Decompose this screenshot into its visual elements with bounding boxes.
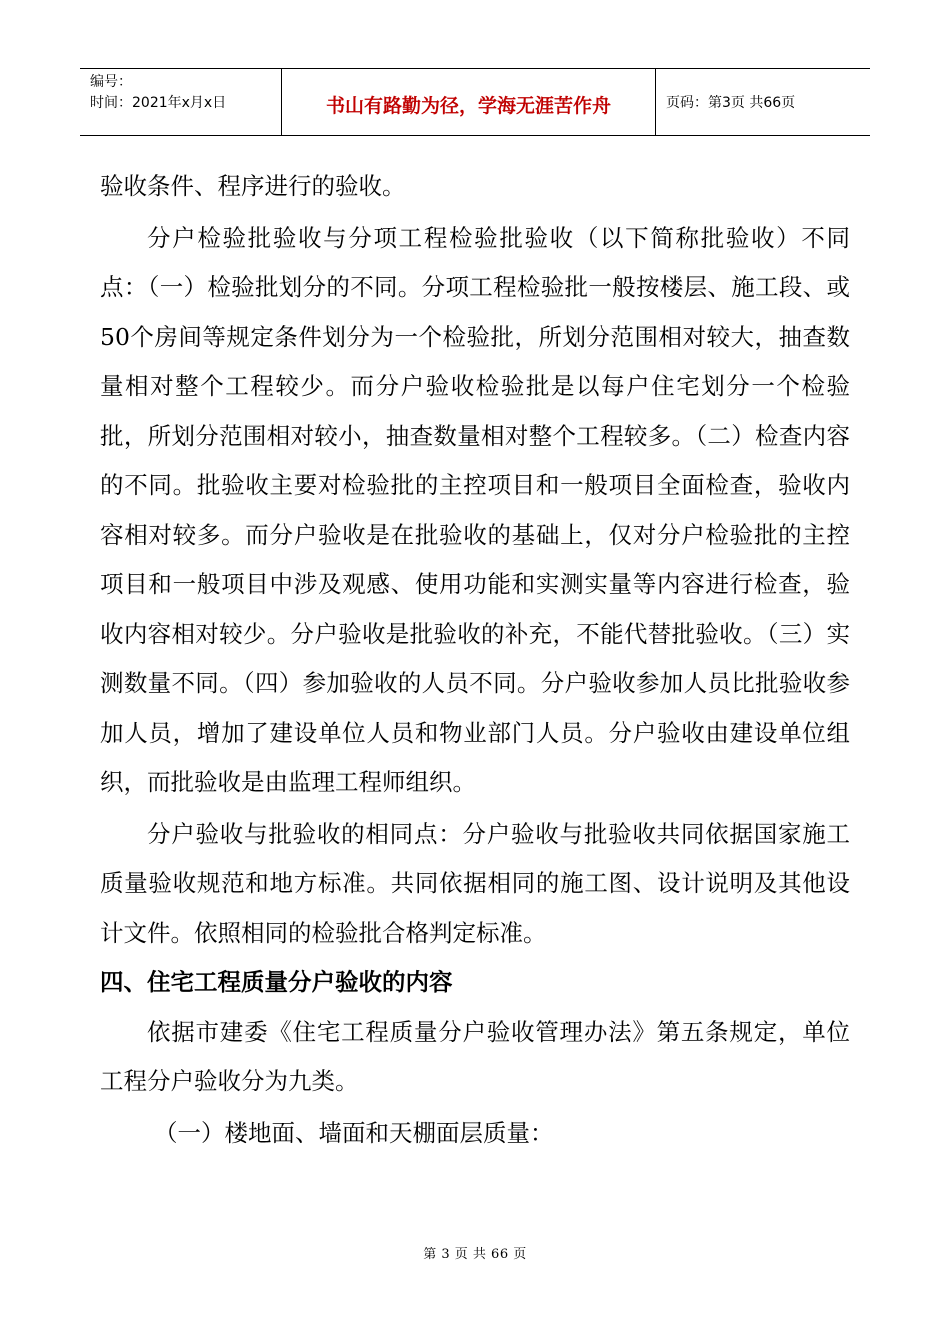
paragraph-continuation: 验收条件、程序进行的验收。 — [100, 172, 406, 200]
header-meta — [80, 69, 282, 135]
document-number-label: 编号： — [90, 74, 132, 90]
paragraph-basis: 依据市建委《住宅工程质量分户验收管理办法》第五条规定，单位工程分户验收分为九类。 — [100, 1017, 850, 1095]
paragraph-similarities: 分户验收与批验收的相同点：分户验收与批验收共同依据国家施工质量验收规范和地方标准。共同依据相同的施工图、设计说明及其他设计文件。依照相同的检验批合格判定标准。 — [100, 819, 850, 947]
section-heading-4: 四、住宅工程质量分户验收的内容 — [100, 968, 453, 996]
page-footer: 第 3 页 共 66 页 — [423, 1247, 527, 1262]
subsection-heading-1: （一）楼地面、墙面和天棚面层质量： — [154, 1118, 554, 1147]
header-page-info: 页码：第3页 共66页 — [666, 95, 796, 111]
paragraph-differences: 分户检验批验收与分项工程检验批验收（以下简称批验收）不同点：（一）检验批划分的不同。分项工程检验批一般按楼层、施工段、或50个房间等规定条件划分为一个检验批，所划分范围相对较大，抽查数量相对整个工程较少。而分户验收检验批是以每户住宅划分一个检验批，所划分范围相对较小，抽查数量相对整个工程较多。（二）检查内容的不同。批验收主要对检验批的主控项目和一般项目全面检查，验收内容相对较多。而分户验收是在批验收的基础上，仅对分户检验批的主控项目和一般项目中涉及观感、使用功能和实测实量等内容进行检查，验收内容相对较少。分户验收是批验收的补充，不能代替批验收。（三）实测数量不同。（四）参加验收的人员不同。分户验收参加人员比批验收参加人员，增加了建设单位人员和物业部门人员。分户验收由建设单位组织，而批验收是由监理工程师组织。 — [100, 223, 850, 796]
header-motto: 书山有路勤为径，学海无涯苦作舟 — [282, 69, 656, 135]
document-time-label: 时间：2021年x月x日 — [90, 95, 227, 111]
page-header — [80, 68, 870, 136]
document-body — [100, 162, 850, 1158]
